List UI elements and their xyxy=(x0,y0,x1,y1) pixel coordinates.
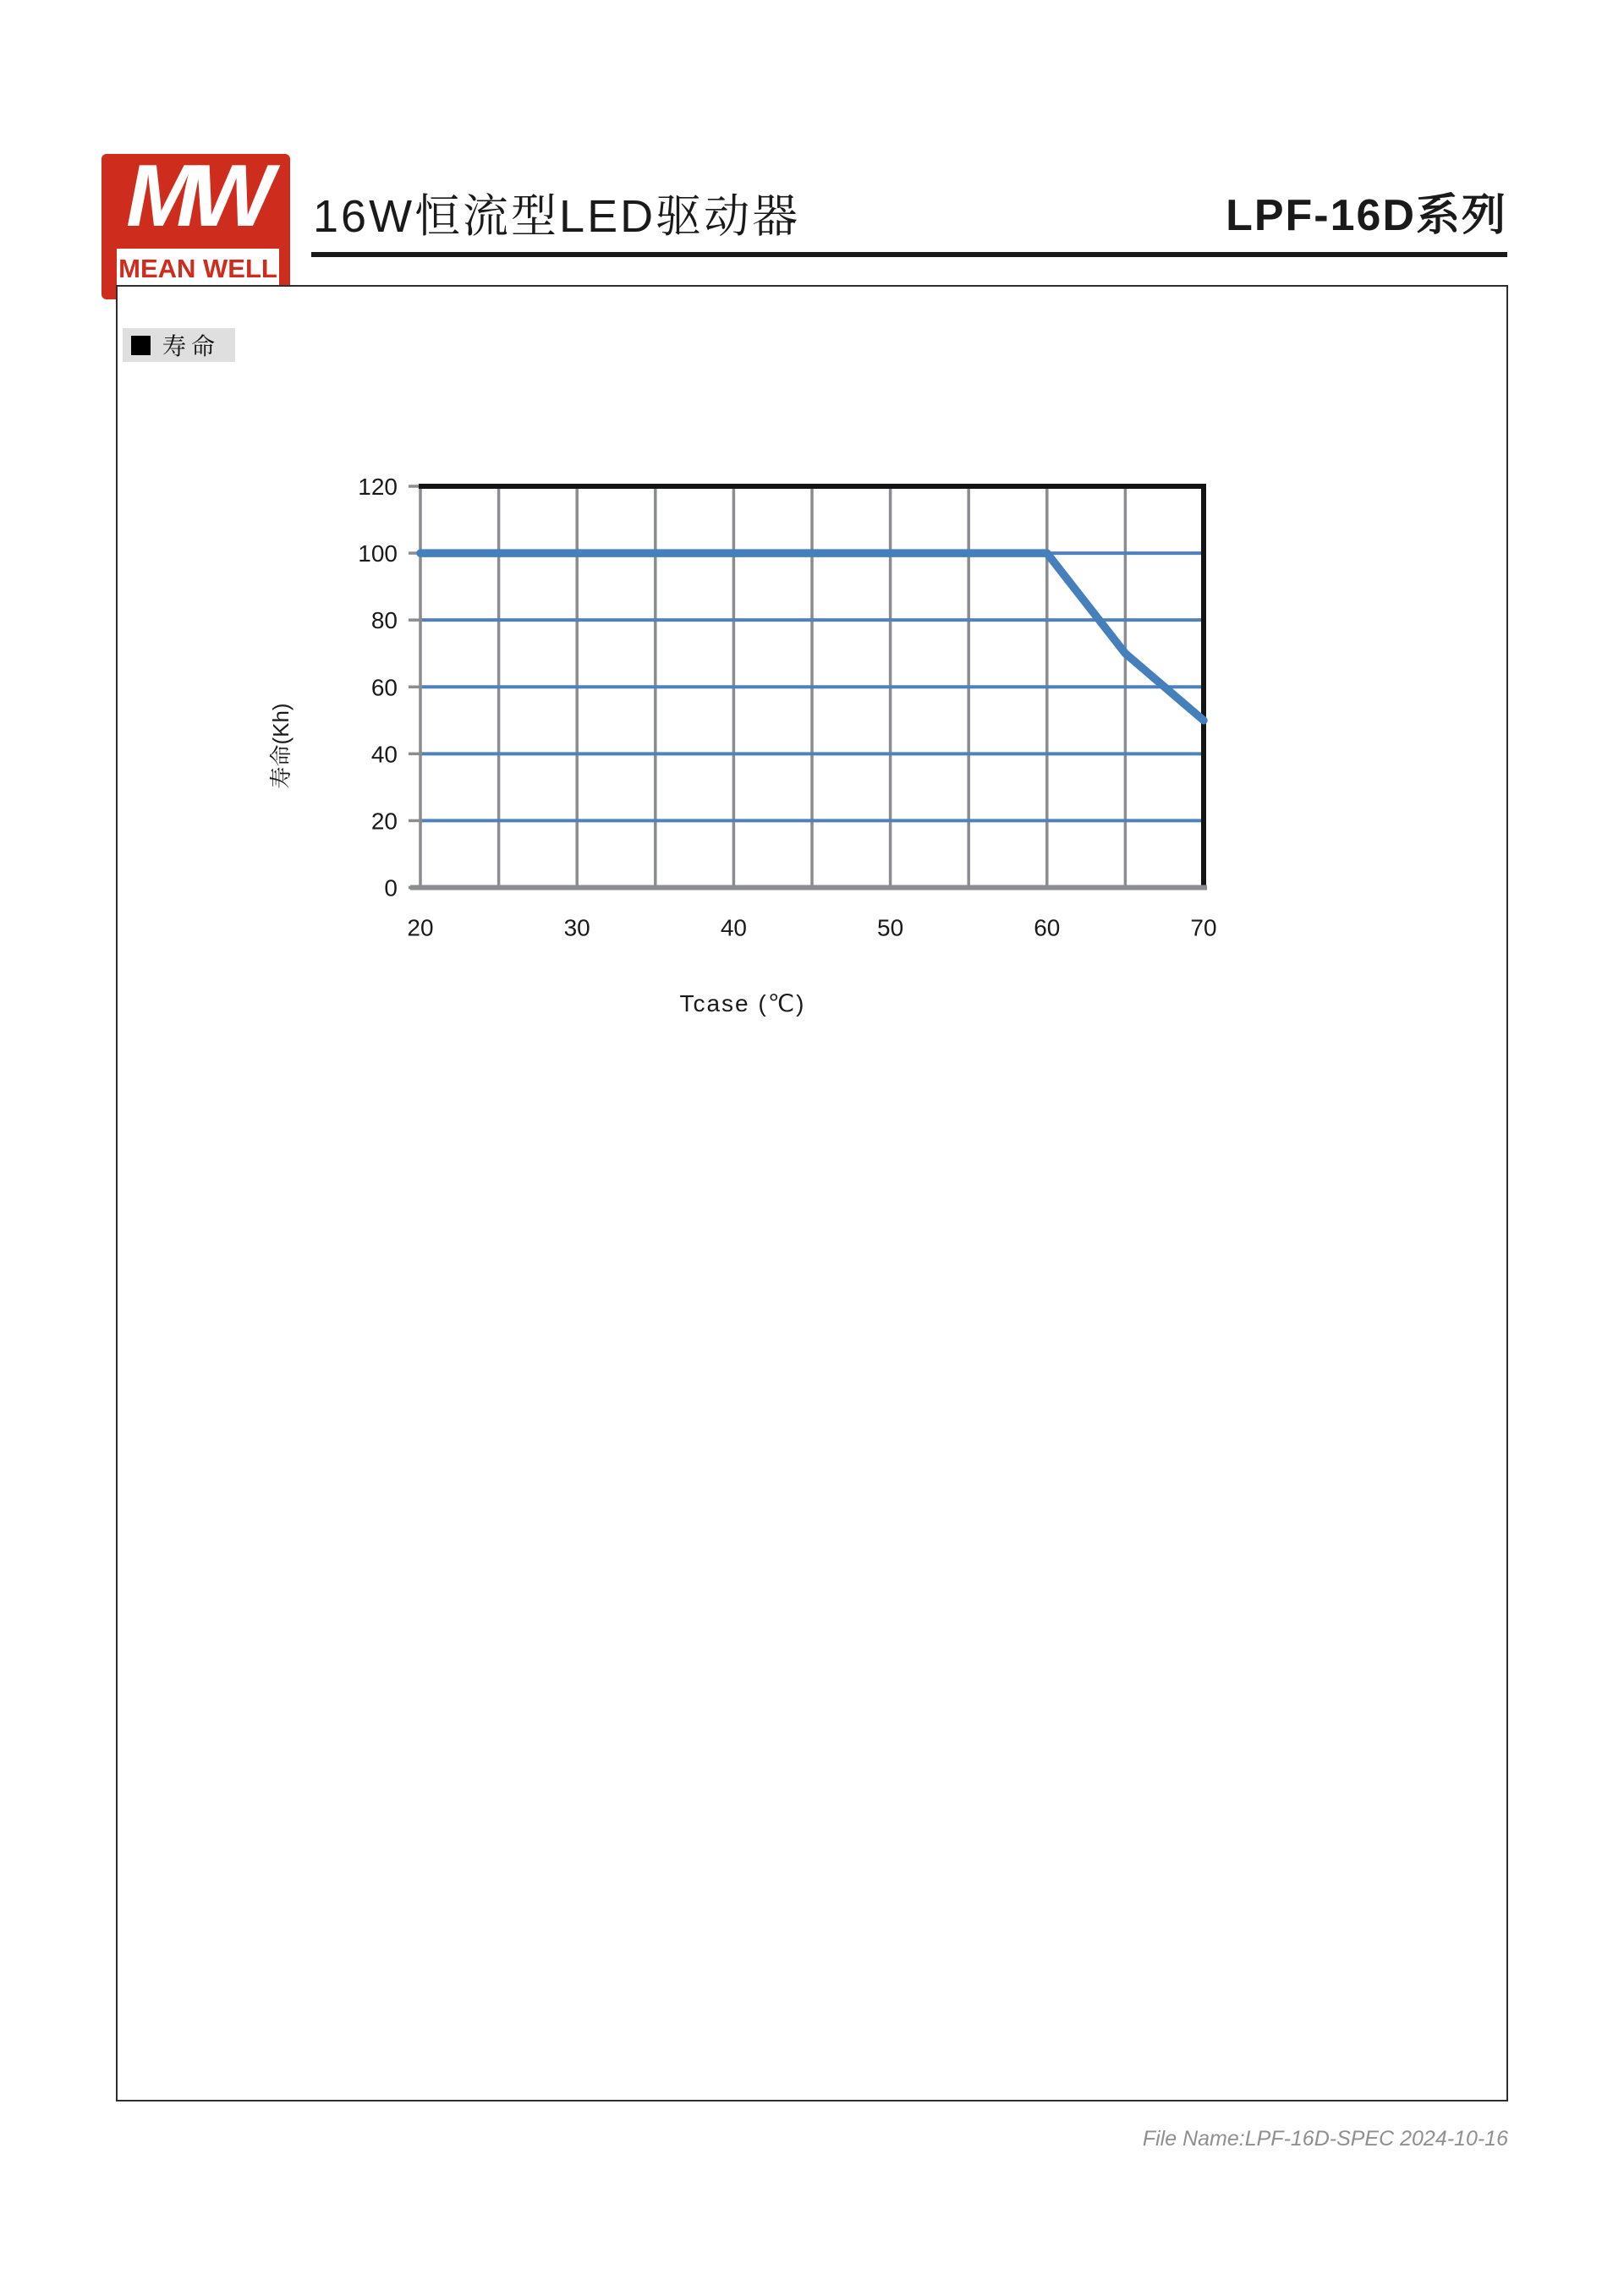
y-tick-label: 60 xyxy=(370,674,398,701)
x-axis-title: Tcase (℃) xyxy=(679,990,806,1016)
y-tick-label: 20 xyxy=(370,808,398,835)
footer-file-name: File Name:LPF-16D-SPEC 2024-10-16 xyxy=(1142,2127,1508,2151)
x-tick-label: 40 xyxy=(720,914,747,941)
x-tick-label: 50 xyxy=(877,914,904,941)
x-tick-label: 60 xyxy=(1034,914,1061,941)
life-section-text: 寿命 xyxy=(162,333,221,359)
mw-logo-icon: MW xyxy=(126,147,266,245)
y-tick-label: 120 xyxy=(358,474,398,500)
y-axis-title: 寿命(Kh) xyxy=(268,703,294,789)
x-tick-label: 30 xyxy=(563,914,590,941)
series-title: LPF-16D系列 xyxy=(1226,191,1507,240)
y-tick-label: 80 xyxy=(370,607,398,634)
y-tick-label: 40 xyxy=(370,741,398,768)
meanwell-logo-text: MEAN WELL xyxy=(118,253,277,283)
y-tick-label: 100 xyxy=(358,540,398,567)
x-tick-label: 70 xyxy=(1190,914,1217,941)
x-tick-label: 20 xyxy=(407,914,434,941)
product-title: 16W恒流型LED驱动器 xyxy=(313,191,801,242)
y-tick-label: 0 xyxy=(384,874,398,901)
